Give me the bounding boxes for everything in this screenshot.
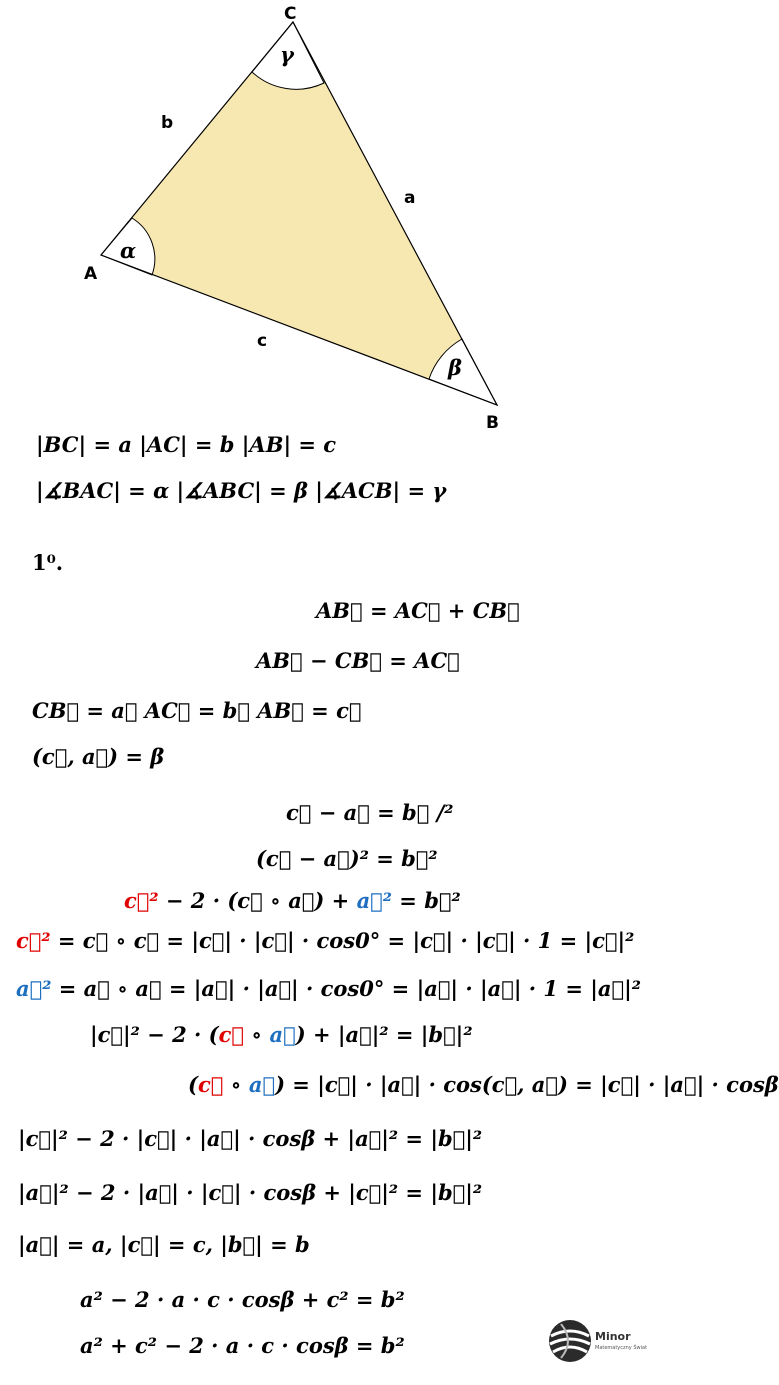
eq-expanded-square: c⃗² − 2 · (c⃗ ∘ a⃗) + a⃗² = b⃗² [124, 888, 461, 913]
eq-a-squared: a⃗² = a⃗ ∘ a⃗ = |a⃗| · |a⃗| · cos0° = |a⃗| · |a⃗| · 1 = |a⃗|² [16, 976, 641, 1001]
triangle-diagram [0, 0, 650, 433]
side-b-label: b [161, 113, 174, 133]
eq-angle-between-vectors: (c⃗, a⃗) = β [32, 744, 165, 769]
logo-tagline: Matematyczny Świat [595, 1345, 648, 1351]
eq-vector-sum: AB⃗ = AC⃗ + CB⃗ [316, 598, 520, 623]
red-c-squared-lead: c⃗² [16, 928, 51, 953]
eq-c-minus-a: c⃗ − a⃗ = b⃗ /² [286, 800, 454, 825]
eq-c-squared: c⃗² = c⃗ ∘ c⃗ = |c⃗| · |c⃗| · cos0° = |c⃗| · |c⃗| · 1 = |c⃗|² [16, 928, 635, 953]
angle-alpha-label: α [120, 238, 137, 263]
eq-norm-values: |a⃗| = a, |c⃗| = c, |b⃗| = b [18, 1232, 310, 1257]
vertex-B-label: B [486, 413, 499, 433]
red-c-dot: c⃗ [197, 1072, 224, 1097]
eq-cosine-law-final: a² + c² − 2 · a · c · cosβ = b² [80, 1333, 405, 1358]
blue-a-squared-lead: a⃗² [16, 976, 52, 1001]
globe-logo-icon [547, 1318, 593, 1364]
red-c-squared: c⃗² [124, 888, 159, 913]
eq-vector-substitution: CB⃗ = a⃗ AC⃗ = b⃗ AB⃗ = c⃗ [32, 698, 362, 723]
blue-a-squared: a⃗² [356, 888, 392, 913]
angle-measures-line: |∡BAC| = α |∡ABC| = β |∡ACB| = γ [36, 478, 447, 503]
vertex-C-label: C [284, 4, 297, 24]
eq-substituted-1: |c⃗|² − 2 · |c⃗| · |a⃗| · cosβ + |a⃗|² = |b⃗|² [18, 1126, 483, 1151]
red-c: c⃗ [218, 1022, 244, 1047]
minor-logo [545, 1318, 648, 1368]
eq-vector-difference: AB⃗ − CB⃗ = AC⃗ [256, 648, 460, 673]
eq-square: (c⃗ − a⃗)² = b⃗² [256, 846, 438, 871]
blue-a-dot: a⃗ [248, 1072, 276, 1097]
eq-cosine-law-1: a² − 2 · a · c · cosβ + c² = b² [80, 1287, 405, 1312]
side-a-label: a [404, 188, 416, 208]
side-lengths-line: |BC| = a |AC| = b |AB| = c [36, 432, 337, 457]
blue-a: a⃗ [269, 1022, 296, 1047]
vertex-A-label: A [84, 264, 98, 284]
eq-dot-product: (c⃗ ∘ a⃗) = |c⃗| · |a⃗| · cos(c⃗, a⃗) = |c⃗| · |a⃗| · cosβ [188, 1072, 779, 1097]
angle-beta-label: β [448, 355, 462, 380]
side-c-label: c [257, 331, 268, 351]
eq-substituted-2: |a⃗|² − 2 · |a⃗| · |c⃗| · cosβ + |c⃗|² = |b⃗|² [18, 1180, 483, 1205]
logo-name: Minor [595, 1330, 631, 1343]
angle-gamma-label: γ [280, 42, 294, 67]
step-number: 1⁰. [32, 550, 64, 575]
eq-norm-form: |c⃗|² − 2 · (c⃗ ∘ a⃗) + |a⃗|² = |b⃗|² [90, 1022, 473, 1047]
